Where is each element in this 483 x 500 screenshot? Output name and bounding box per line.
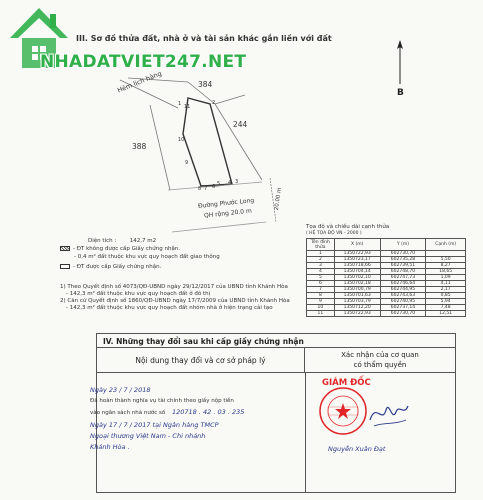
handwritten-line1: Ngày 17 / 7 / 2017 tại Ngân hàng TMCP — [90, 421, 219, 429]
vertex-label: 7 — [204, 186, 208, 192]
boundary-line — [215, 104, 262, 180]
table-cell: 602743,63 — [380, 293, 426, 299]
table-cell: 1350722,93 — [334, 311, 380, 317]
parcel-number-244: 244 — [233, 120, 248, 129]
table-cell: 602735,28 — [380, 257, 426, 263]
vertex-label: 8 — [198, 186, 202, 192]
table-cell: 1350704,14 — [334, 269, 380, 275]
table-cell: 1350702,10 — [334, 275, 380, 281]
col-header: Cạnh (m) — [426, 239, 466, 251]
table-cell: 0,85 — [426, 293, 466, 299]
table-cell: 7 — [307, 287, 335, 293]
vertex-label: 5 — [217, 181, 221, 187]
table-cell: 602730,70 — [380, 311, 426, 317]
table-cell: 5 — [307, 275, 335, 281]
area-row — [60, 238, 220, 246]
vertex-label: 3 — [235, 179, 239, 185]
vertex-label: 11 — [184, 104, 191, 110]
road-width: QH rộng 20.0 m — [203, 207, 253, 220]
table-cell: 11 — [307, 311, 335, 317]
table-cell: 602748,70 — [380, 269, 426, 275]
legend-item — [60, 264, 220, 272]
vertex-label: 10 — [178, 137, 185, 143]
table-cell: 1350701,63 — [334, 293, 380, 299]
watermark — [0, 0, 483, 80]
handwritten-line3: Khánh Hòa . — [90, 443, 130, 451]
table-cell: 1350703,79 — [334, 299, 380, 305]
signer-name: Nguyễn Xuân Đạt — [328, 445, 386, 453]
table-cell: 602744,95 — [380, 287, 426, 293]
legend — [60, 238, 220, 272]
official-seal-icon — [318, 386, 368, 436]
table-cell: 1350702,18 — [334, 281, 380, 287]
vertex-label: 9 — [185, 160, 189, 166]
table-cell: 9 — [307, 299, 335, 305]
legend-item2: - ĐT được cấp Giấy chứng nhận. — [73, 264, 162, 270]
column-divider — [305, 373, 306, 493]
subject-parcel — [183, 98, 232, 186]
col-header: Y (m) — [380, 239, 426, 251]
table-cell: 5,50 — [426, 257, 466, 263]
table-cell: 1,09 — [426, 275, 466, 281]
table-cell: 602747,73 — [380, 275, 426, 281]
table-cell: 602746,64 — [380, 281, 426, 287]
confirmation-header-line2: có thẩm quyền — [353, 361, 407, 369]
vertex-label: 6 — [212, 184, 216, 190]
table-cell: 1350700,79 — [334, 287, 380, 293]
table-cell: 4,11 — [426, 281, 466, 287]
coords-title: Tọa độ và chiều dài cạnh thửa — [306, 224, 390, 230]
area-label: Diện tích : — [88, 238, 117, 244]
table-cell: 5,94 — [426, 299, 466, 305]
table-header-row — [307, 239, 466, 251]
table-row — [307, 311, 466, 317]
parcel-number-388: 388 — [132, 142, 147, 151]
note2: 2) Căn cứ Quyết định số 1860/QĐ-UBND ngày 17/7/2009 của UBND tỉnh Khánh Hòa — [60, 298, 290, 304]
table-cell: 4 — [307, 269, 335, 275]
north-label: B — [397, 88, 404, 98]
table-cell: 1 — [307, 251, 335, 257]
legend-item1: - ĐT không được cấp Giấy chứng nhận. — [73, 246, 181, 252]
coordinates-table — [306, 224, 466, 317]
table-cell: 2,17 — [426, 287, 466, 293]
table-cell: 3 — [307, 263, 335, 269]
table-cell: 8,27 — [426, 263, 466, 269]
table-cell: 1350723,17 — [334, 257, 380, 263]
vertex-label: 1 — [178, 101, 182, 107]
coords-subtitle: ( HỆ TỌA ĐỘ VN - 2000 ) — [306, 231, 362, 236]
handwritten-line2: Ngoại thương Việt Nam - Chi nhánh — [90, 432, 206, 440]
printed-line1: Đã hoàn thành nghĩa vụ tài chính theo giấy nộp tiền — [90, 398, 234, 404]
section4-title: IV. Những thay đổi sau khi cấp giấy chứng nhận — [97, 334, 455, 348]
section3-title: III. Sơ đồ thửa đất, nhà ở và tài sản khác gắn liền với đất — [76, 34, 332, 43]
table-cell: 602737,14 — [380, 305, 426, 311]
table-cell: 602739,51 — [380, 263, 426, 269]
table-cell: 602730,70 — [380, 251, 426, 257]
confirmation-header-line1: Xác nhận của cơ quan — [341, 351, 419, 359]
parcel-number-384: 384 — [198, 80, 213, 89]
changes-column-header: Nội dung thay đổi và cơ sở pháp lý — [97, 348, 305, 373]
boundary-line — [150, 105, 170, 190]
alley-label: Hẻm lịch hàng — [116, 69, 163, 95]
signature-icon — [366, 392, 412, 432]
note1-detail: - 142,3 m² đất thuộc khu vực quy hoạch đất ở đô thị — [66, 291, 211, 297]
receipt-number: 120718 . 42 . 03 . 235 — [172, 408, 245, 416]
stamp-title: GIÁM ĐỐC — [322, 378, 371, 388]
confirmation-column-header — [305, 348, 455, 373]
hatch-swatch-icon — [60, 246, 70, 251]
watermark-text: NHADATVIET247.NET — [40, 52, 247, 72]
vertex-label: 2 — [212, 100, 216, 106]
table-cell: 1350718,66 — [334, 263, 380, 269]
area-value: 142,7 m2 — [129, 238, 157, 244]
vertex-label: 4 — [228, 180, 232, 186]
note2-detail: - 142,3 m² đất thuộc khu vực quy hoạch đất nhóm nhà ở hiện trạng cải tạo — [66, 305, 273, 311]
legend-item — [60, 246, 220, 254]
table-cell: 1350712,20 — [334, 305, 380, 311]
table-cell: 18,65 — [426, 269, 466, 275]
note1: 1) Theo Quyết định số 4073/QĐ-UBND ngày 29/12/2017 của UBND tỉnh Khánh Hòa — [60, 284, 288, 290]
entry-date: Ngày 23 / 7 / 2018 — [90, 386, 151, 394]
table-cell: 7,48 — [426, 305, 466, 311]
road-edge — [172, 222, 266, 232]
printed-line2: vào ngân sách nhà nước số — [90, 410, 166, 416]
table-cell: 8 — [307, 293, 335, 299]
boundary-line — [215, 95, 245, 104]
table-cell: 12,51 — [426, 311, 466, 317]
table-cell: 10 — [307, 305, 335, 311]
table-cell: 6 — [307, 281, 335, 287]
coords-body — [307, 251, 466, 317]
table-cell: 602740,95 — [380, 299, 426, 305]
table-cell: 2 — [307, 257, 335, 263]
table-cell: 1350722,93 — [334, 251, 380, 257]
coords-grid — [306, 238, 466, 317]
legend-item1-detail: - 0,4 m² đất thuộc khu vực quy hoạch đất giao thông — [74, 254, 220, 260]
col-header: X (m) — [334, 239, 380, 251]
edge-length: 20.00 m — [273, 187, 283, 211]
legend-item-detail — [60, 254, 220, 262]
road-name: Đường Phước Long — [197, 197, 255, 210]
outline-swatch-icon — [60, 264, 70, 269]
col-header: Tên đỉnh thửa — [307, 239, 335, 251]
